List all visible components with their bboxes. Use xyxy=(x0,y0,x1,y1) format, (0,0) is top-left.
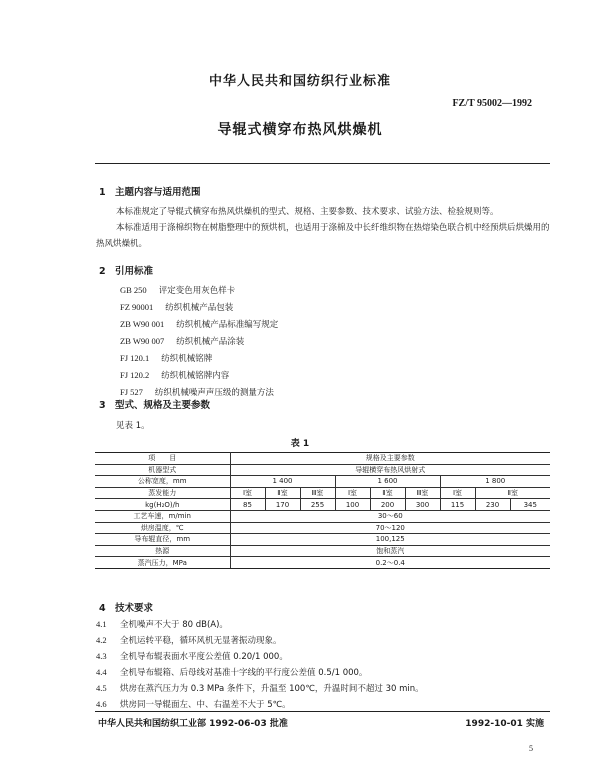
document-title: 导辊式横穿布热风烘燥机 xyxy=(217,122,383,138)
table-row: 蒸发能力 Ⅰ室 Ⅱ室 Ⅲ室 Ⅰ室 Ⅱ室 Ⅲ室 Ⅰ室 Ⅱ室 xyxy=(95,487,550,499)
section-1-heading: 1 主题内容与适用范围 xyxy=(99,187,201,198)
table-header-row: 项 目 规格及主要参数 xyxy=(95,453,550,465)
requirement-item: 4.2 全机运转平稳，循环风机无显著振动现象。 xyxy=(96,635,282,646)
table-row: 烘房温度，℃ 70～120 xyxy=(95,522,550,534)
section-2-heading: 2 引用标准 xyxy=(99,266,154,277)
reference-list xyxy=(120,282,278,401)
table-row: 热源 饱和蒸汽 xyxy=(95,545,550,557)
table-caption: 表 1 xyxy=(290,439,310,449)
section-1-paragraph-2: 本标准适用于涤棉织物在树脂整理中的预烘机，也适用于涤棉及中长纤维织物在热熔染色联合机中经预烘后烘燥用的热风烘燥机。 xyxy=(96,223,550,249)
requirements-list xyxy=(96,617,424,713)
requirement-item: 4.6 烘房同一导辊面左、中、右温差不大于 5℃。 xyxy=(96,699,291,710)
header-rule xyxy=(95,163,550,164)
section-1-paragraph-1: 本标准规定了导辊式横穿布热风烘燥机的型式、规格、主要参数、技术要求、试验方法、检验规则等。 xyxy=(116,207,499,217)
organization-title: 中华人民共和国纺织行业标准 xyxy=(208,74,391,89)
requirement-item: 4.4 全机导布辊箱、后母线对基准十字线的平行度公差值 0.5/1 000。 xyxy=(96,667,368,678)
reference-item: FJ 527 纺织机械噪声声压级的测量方法 xyxy=(120,387,274,398)
table-row: 导布辊直径，mm 100,125 xyxy=(95,534,550,546)
reference-item: ZB W90 007 纺织机械产品涂装 xyxy=(120,336,245,347)
section-4-heading: 4 技术要求 xyxy=(99,603,154,614)
table-row: kg(H₂O)/h 85 170 255 100 200 300 115 230 345 xyxy=(95,499,550,511)
reference-item: ZB W90 001 纺织机械产品标准编写规定 xyxy=(120,319,279,330)
requirement-item: 4.3 全机导布辊表面水平度公差值 0.20/1 000。 xyxy=(96,651,288,662)
section-3-heading: 3 型式、规格及主要参数 xyxy=(99,400,211,411)
table-row: 蒸汽压力，MPa 0.2～0.4 xyxy=(95,557,550,569)
approval-line: 中华人民共和国纺织工业部 1992-06-03 批准 xyxy=(98,719,288,729)
table-row: 公称宽度，mm 1 400 1 600 1 800 xyxy=(95,476,550,488)
spec-table xyxy=(95,452,550,569)
reference-item: FJ 120.1 纺织机械铭牌 xyxy=(120,353,213,364)
implementation-date: 1992-10-01 实施 xyxy=(465,719,544,729)
reference-item: GB 250 评定变色用灰色样卡 xyxy=(120,285,236,296)
reference-item: FJ 120.2 纺织机械铭牌内容 xyxy=(120,370,230,381)
footer-rule xyxy=(95,711,550,712)
standard-code: FZ/T 95002—1992 xyxy=(452,98,532,109)
table-row: 机器型式 导辊横穿布热风烘射式 xyxy=(95,464,550,476)
requirement-item: 4.5 烘房在蒸汽压力为 0.3 MPa 条件下，升温至 100℃，升温时间不超过 30 min。 xyxy=(96,683,424,694)
table-row: 工艺车速，m/min 30～60 xyxy=(95,510,550,522)
reference-item: FZ 90001 纺织机械产品包装 xyxy=(120,302,234,313)
table-reference-note: 见表 1。 xyxy=(116,421,150,431)
page-number: 5 xyxy=(529,744,533,753)
requirement-item: 4.1 全机噪声不大于 80 dB(A)。 xyxy=(96,619,228,630)
